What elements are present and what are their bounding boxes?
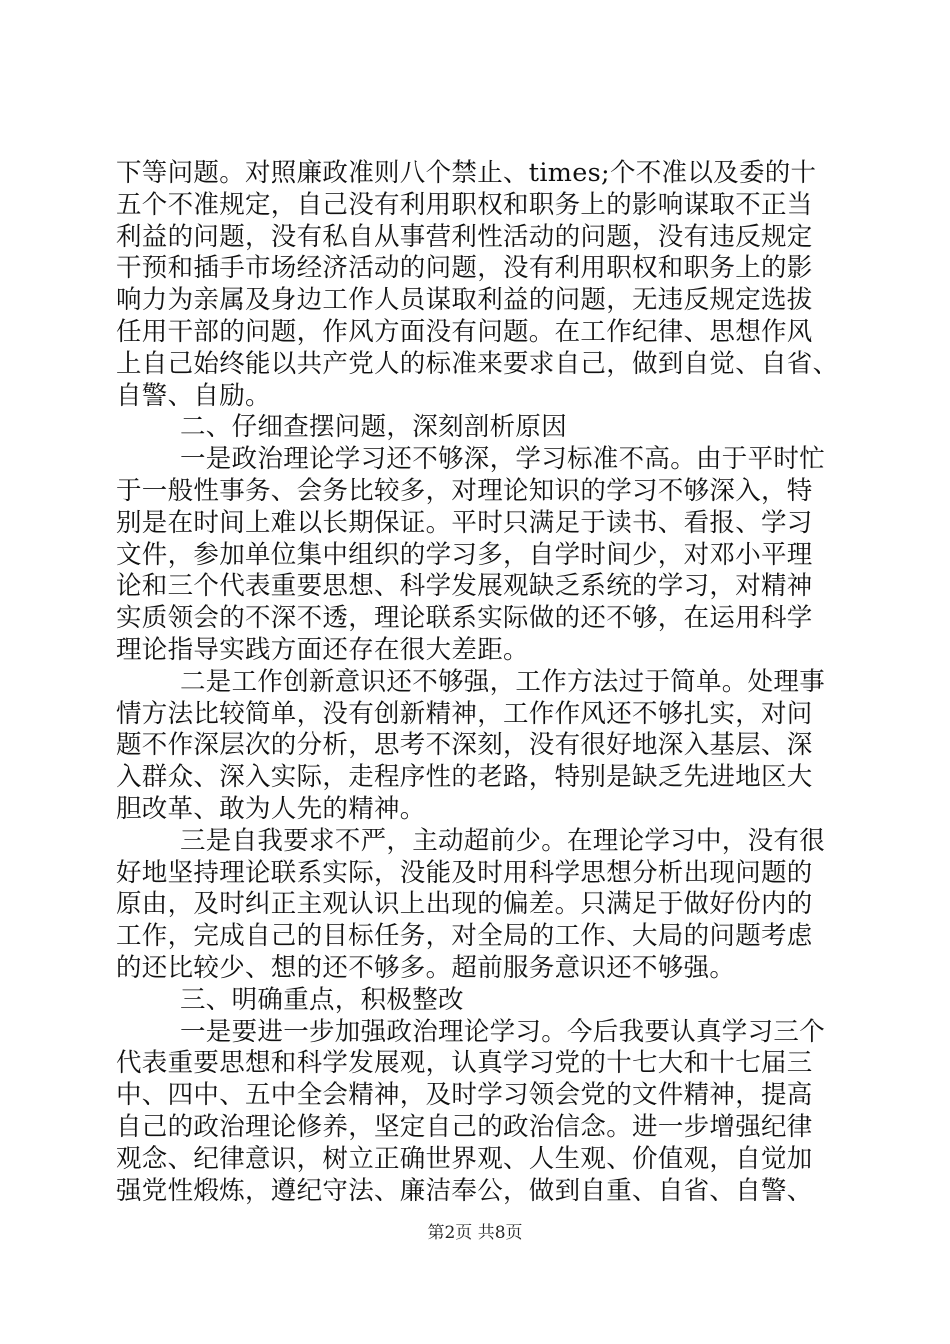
text-line: 强党性煅炼，遵纪守法、廉洁奉公，做到自重、自省、自警、: [116, 1175, 813, 1206]
text-line: 实质领会的不深不透，理论联系实际做的还不够，在运用科学: [116, 603, 813, 634]
text-line: 利益的问题，没有私自从事营利性活动的问题，没有违反规定: [116, 221, 813, 252]
text-line: 文件，参加单位集中组织的学习多，自学时间少，对邓小平理: [116, 539, 813, 570]
text-line: 别是在时间上难以长期保证。平时只满足于读书、看报、学习: [116, 507, 813, 538]
page-number-label: 第2页 共8页: [427, 1223, 523, 1243]
text-line: 中、四中、五中全会精神，及时学习领会党的文件精神，提高: [116, 1080, 813, 1111]
text-line: 响力为亲属及身边工作人员谋取利益的问题，无违反规定选拔: [116, 285, 813, 316]
text-line: 自己的政治理论修养，坚定自己的政治信念。进一步增强纪律: [116, 1111, 813, 1142]
text-line: 胆改革、敢为人先的精神。: [116, 793, 426, 824]
section-heading: 三、明确重点，积极整改: [180, 984, 464, 1015]
text-line: 题不作深层次的分析，思考不深刻，没有很好地深入基层、深: [116, 730, 813, 761]
text-line: 于一般性事务、会务比较多，对理论知识的学习不够深入，特: [116, 475, 813, 506]
text-line: 三是自我要求不严，主动超前少。在理论学习中，没有很: [180, 825, 826, 856]
text-line: 二是工作创新意识还不够强，工作方法过于简单。处理事: [180, 666, 826, 697]
text-line: 理论指导实践方面还存在很大差距。: [116, 634, 529, 665]
text-line: 一是要进一步加强政治理论学习。今后我要认真学习三个: [180, 1016, 826, 1047]
text-line: 好地坚持理论联系实际，没能及时用科学思想分析出现问题的: [116, 857, 813, 888]
section-heading: 二、仔细查摆问题，深刻剖析原因: [180, 412, 568, 443]
text-line: 原由，及时纠正主观认识上出现的偏差。只满足于做好份内的: [116, 889, 813, 920]
text-line: 观念、纪律意识，树立正确世界观、人生观、价值观，自觉加: [116, 1143, 813, 1174]
text-line: 一是政治理论学习还不够深，学习标准不高。由于平时忙: [180, 444, 826, 475]
text-line: 论和三个代表重要思想、科学发展观缺乏系统的学习，对精神: [116, 571, 813, 602]
text-line: 五个不准规定，自己没有利用职权和职务上的影响谋取不正当: [116, 189, 813, 220]
text-line: 上自己始终能以共产党人的标准来要求自己，做到自觉、自省、: [116, 348, 839, 379]
text-line: 工作，完成自己的目标任务，对全局的工作、大局的问题考虑: [116, 921, 813, 952]
page-footer: [0, 1222, 950, 1244]
text-line: 入群众、深入实际，走程序性的老路，特别是缺乏先进地区大: [116, 762, 813, 793]
text-line: 代表重要思想和科学发展观，认真学习党的十七大和十七届三: [116, 1048, 813, 1079]
text-line: 任用干部的问题，作风方面没有问题。在工作纪律、思想作风: [116, 316, 813, 347]
text-line: 的还比较少、想的还不够多。超前服务意识还不够强。: [116, 952, 736, 983]
text-line: 情方法比较简单，没有创新精神，工作作风还不够扎实，对问: [116, 698, 813, 729]
text-line: 下等问题。对照廉政准则八个禁止、times;个不准以及委的十: [116, 158, 817, 188]
text-line: 干预和插手市场经济活动的问题，没有利用职权和职务上的影: [116, 253, 813, 284]
document-body: [116, 158, 852, 1207]
text-line: 自警、自励。: [116, 380, 271, 411]
